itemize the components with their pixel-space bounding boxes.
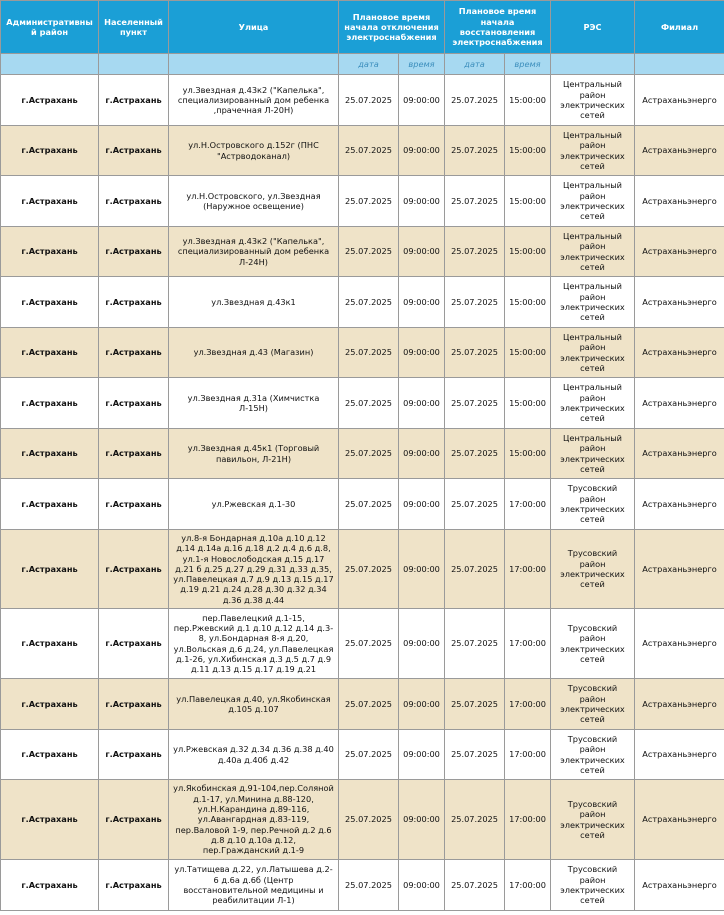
res-cell: Центральный район электрических сетей	[551, 429, 635, 479]
district-cell: г.Астрахань	[1, 126, 99, 176]
locality-cell: г.Астрахань	[99, 860, 169, 911]
on-date-cell: 25.07.2025	[445, 530, 505, 609]
off-time-cell: 09:00:00	[399, 780, 445, 860]
branch-cell: Астраханьэнерго	[635, 530, 724, 609]
street-cell: ул.Звездная д.43 (Магазин)	[169, 328, 339, 378]
off-time-cell: 09:00:00	[399, 730, 445, 780]
on-date-cell: 25.07.2025	[445, 328, 505, 378]
off-time-cell: 09:00:00	[399, 176, 445, 227]
table-row	[1, 429, 724, 479]
street-cell: ул.Звездная д.45к1 (Торговый павильон, Л-21Н)	[169, 429, 339, 479]
off-date-cell: 25.07.2025	[339, 479, 399, 530]
table-row	[1, 75, 724, 126]
table-row	[1, 730, 724, 780]
on-time-cell: 17:00:00	[505, 530, 551, 609]
branch-cell: Астраханьэнерго	[635, 860, 724, 911]
on-time-cell: 15:00:00	[505, 176, 551, 227]
branch-cell: Астраханьэнерго	[635, 328, 724, 378]
res-cell: Центральный район электрических сетей	[551, 378, 635, 429]
on-time-cell: 17:00:00	[505, 679, 551, 730]
res-cell: Центральный район электрических сетей	[551, 75, 635, 126]
off-time-cell: 09:00:00	[399, 530, 445, 609]
locality-cell: г.Астрахань	[99, 479, 169, 530]
street-cell: ул.Звездная д.43к2 ("Капелька", специализированный дом ребенка ,прачечная Л-20Н)	[169, 75, 339, 126]
off-date-cell: 25.07.2025	[339, 609, 399, 679]
locality-cell: г.Астрахань	[99, 378, 169, 429]
locality-cell: г.Астрахань	[99, 530, 169, 609]
off-date-cell: 25.07.2025	[339, 429, 399, 479]
district-cell: г.Астрахань	[1, 860, 99, 911]
street-cell: ул.8-я Бондарная д.10а д.10 д.12 д.14 д.14а д.16 д.18 д.2 д.4 д.6 д.8, ул.1-я Новослободская д.15 д.17 д.21 б д.25 д.27 д.29 д.31 д.33 д.35, ул.Павелецкая д.7 д.9 д.13 д.15 д.17 д.19 д.21 д.24 д.28 д.30 д.32 д.34 д.36 д.38 д.44	[169, 530, 339, 609]
table-row	[1, 780, 724, 860]
off-date-cell: 25.07.2025	[339, 780, 399, 860]
subheader-blank	[1, 54, 99, 75]
district-cell: г.Астрахань	[1, 479, 99, 530]
off-date-cell: 25.07.2025	[339, 378, 399, 429]
table-row	[1, 609, 724, 679]
subheader-on-time: время	[505, 54, 551, 75]
subheader-blank	[635, 54, 724, 75]
on-date-cell: 25.07.2025	[445, 126, 505, 176]
branch-cell: Астраханьэнерго	[635, 479, 724, 530]
on-date-cell: 25.07.2025	[445, 75, 505, 126]
on-time-cell: 17:00:00	[505, 479, 551, 530]
on-time-cell: 15:00:00	[505, 126, 551, 176]
res-cell: Центральный район электрических сетей	[551, 277, 635, 328]
table-row	[1, 176, 724, 227]
on-time-cell: 15:00:00	[505, 277, 551, 328]
locality-cell: г.Астрахань	[99, 227, 169, 277]
off-date-cell: 25.07.2025	[339, 126, 399, 176]
on-date-cell: 25.07.2025	[445, 860, 505, 911]
subheader-off-date: дата	[339, 54, 399, 75]
district-cell: г.Астрахань	[1, 679, 99, 730]
street-cell: ул.Татищева д.22, ул.Латышева д.2-6 д.6а д.6б (Центр восстановительной медицины и реабилитации Л-1)	[169, 860, 339, 911]
off-time-cell: 09:00:00	[399, 126, 445, 176]
header-branch: Филиал	[635, 1, 724, 54]
header-locality: Населенный пункт	[99, 1, 169, 54]
header-district: Административный район	[1, 1, 99, 54]
off-date-cell: 25.07.2025	[339, 227, 399, 277]
header-street: Улица	[169, 1, 339, 54]
district-cell: г.Астрахань	[1, 780, 99, 860]
district-cell: г.Астрахань	[1, 277, 99, 328]
on-date-cell: 25.07.2025	[445, 277, 505, 328]
on-time-cell: 15:00:00	[505, 378, 551, 429]
off-time-cell: 09:00:00	[399, 679, 445, 730]
locality-cell: г.Астрахань	[99, 328, 169, 378]
off-time-cell: 09:00:00	[399, 328, 445, 378]
off-time-cell: 09:00:00	[399, 378, 445, 429]
on-time-cell: 17:00:00	[505, 780, 551, 860]
on-time-cell: 15:00:00	[505, 328, 551, 378]
on-date-cell: 25.07.2025	[445, 227, 505, 277]
off-time-cell: 09:00:00	[399, 860, 445, 911]
off-date-cell: 25.07.2025	[339, 75, 399, 126]
off-date-cell: 25.07.2025	[339, 860, 399, 911]
off-date-cell: 25.07.2025	[339, 679, 399, 730]
on-date-cell: 25.07.2025	[445, 730, 505, 780]
subheader-blank	[99, 54, 169, 75]
table-row	[1, 860, 724, 911]
off-time-cell: 09:00:00	[399, 479, 445, 530]
off-time-cell: 09:00:00	[399, 75, 445, 126]
street-cell: пер.Павелецкий д.1-15, пер.Ржевский д.1 д.10 д.12 д.14 д.3-8, ул.Бондарная 8-я д.20, ул.Вольская д.6 д.24, ул.Павелецкая д.1-26, ул.Хибинская д.3 д.5 д.7 д.9 д.11 д.13 д.15 д.17 д.19 д.21	[169, 609, 339, 679]
subheader-on-date: дата	[445, 54, 505, 75]
on-date-cell: 25.07.2025	[445, 679, 505, 730]
on-date-cell: 25.07.2025	[445, 479, 505, 530]
branch-cell: Астраханьэнерго	[635, 429, 724, 479]
header-off-time: Плановое время начала отключения электроснабжения	[339, 1, 445, 54]
on-time-cell: 15:00:00	[505, 429, 551, 479]
district-cell: г.Астрахань	[1, 176, 99, 227]
res-cell: Трусовский район электрических сетей	[551, 679, 635, 730]
res-cell: Трусовский район электрических сетей	[551, 530, 635, 609]
locality-cell: г.Астрахань	[99, 126, 169, 176]
street-cell: ул.Н.Островского, ул.Звездная (Наружное освещение)	[169, 176, 339, 227]
locality-cell: г.Астрахань	[99, 780, 169, 860]
district-cell: г.Астрахань	[1, 378, 99, 429]
branch-cell: Астраханьэнерго	[635, 679, 724, 730]
district-cell: г.Астрахань	[1, 730, 99, 780]
on-date-cell: 25.07.2025	[445, 780, 505, 860]
res-cell: Центральный район электрических сетей	[551, 328, 635, 378]
street-cell: ул.Павелецкая д.40, ул.Якобинская д.105 д.107	[169, 679, 339, 730]
district-cell: г.Астрахань	[1, 227, 99, 277]
locality-cell: г.Астрахань	[99, 679, 169, 730]
locality-cell: г.Астрахань	[99, 176, 169, 227]
res-cell: Трусовский район электрических сетей	[551, 730, 635, 780]
off-date-cell: 25.07.2025	[339, 176, 399, 227]
on-time-cell: 17:00:00	[505, 860, 551, 911]
branch-cell: Астраханьэнерго	[635, 730, 724, 780]
branch-cell: Астраханьэнерго	[635, 277, 724, 328]
table-body	[1, 75, 724, 911]
locality-cell: г.Астрахань	[99, 429, 169, 479]
on-time-cell: 17:00:00	[505, 609, 551, 679]
header-on-time: Плановое время начала восстановления электроснабжения	[445, 1, 551, 54]
branch-cell: Астраханьэнерго	[635, 75, 724, 126]
locality-cell: г.Астрахань	[99, 75, 169, 126]
street-cell: ул.Якобинская д.91-104,пер.Соляной д.1-17, ул.Минина д.88-120, ул.Н.Карандина д.89-116, ул.Авангардная д.83-119, пер.Валовой 1-9, пер.Речной д.2 д.6 д.8 д.10 д.10а д.12, пер.Гражданский д.1-9	[169, 780, 339, 860]
district-cell: г.Астрахань	[1, 609, 99, 679]
off-time-cell: 09:00:00	[399, 227, 445, 277]
street-cell: ул.Звездная д.31а (Химчистка Л-15Н)	[169, 378, 339, 429]
off-time-cell: 09:00:00	[399, 609, 445, 679]
header-res: РЭС	[551, 1, 635, 54]
table-row	[1, 277, 724, 328]
branch-cell: Астраханьэнерго	[635, 126, 724, 176]
off-time-cell: 09:00:00	[399, 429, 445, 479]
branch-cell: Астраханьэнерго	[635, 378, 724, 429]
locality-cell: г.Астрахань	[99, 609, 169, 679]
branch-cell: Астраханьэнерго	[635, 176, 724, 227]
off-date-cell: 25.07.2025	[339, 277, 399, 328]
table-row	[1, 530, 724, 609]
district-cell: г.Астрахань	[1, 328, 99, 378]
off-date-cell: 25.07.2025	[339, 328, 399, 378]
subheader-off-time: время	[399, 54, 445, 75]
off-date-cell: 25.07.2025	[339, 530, 399, 609]
table-row	[1, 378, 724, 429]
on-date-cell: 25.07.2025	[445, 176, 505, 227]
locality-cell: г.Астрахань	[99, 730, 169, 780]
res-cell: Центральный район электрических сетей	[551, 227, 635, 277]
table-row	[1, 227, 724, 277]
branch-cell: Астраханьэнерго	[635, 609, 724, 679]
on-time-cell: 17:00:00	[505, 730, 551, 780]
res-cell: Центральный район электрических сетей	[551, 126, 635, 176]
on-time-cell: 15:00:00	[505, 227, 551, 277]
table-row	[1, 679, 724, 730]
street-cell: ул.Ржевская д.32 д.34 д.36 д.38 д.40 д.40а д.40б д.42	[169, 730, 339, 780]
table-row	[1, 126, 724, 176]
district-cell: г.Астрахань	[1, 75, 99, 126]
res-cell: Трусовский район электрических сетей	[551, 479, 635, 530]
street-cell: ул.Звездная д.43к2 ("Капелька", специализированный дом ребенка Л-24Н)	[169, 227, 339, 277]
on-time-cell: 15:00:00	[505, 75, 551, 126]
res-cell: Трусовский район электрических сетей	[551, 609, 635, 679]
branch-cell: Астраханьэнерго	[635, 227, 724, 277]
district-cell: г.Астрахань	[1, 530, 99, 609]
on-date-cell: 25.07.2025	[445, 429, 505, 479]
subheader-blank	[169, 54, 339, 75]
district-cell: г.Астрахань	[1, 429, 99, 479]
street-cell: ул.Ржевская д.1-30	[169, 479, 339, 530]
branch-cell: Астраханьэнерго	[635, 780, 724, 860]
off-date-cell: 25.07.2025	[339, 730, 399, 780]
header-row	[1, 1, 724, 54]
res-cell: Трусовский район электрических сетей	[551, 780, 635, 860]
off-time-cell: 09:00:00	[399, 277, 445, 328]
on-date-cell: 25.07.2025	[445, 609, 505, 679]
subheader-blank	[551, 54, 635, 75]
street-cell: ул.Н.Островского д.152г (ПНС "Астрводоканал)	[169, 126, 339, 176]
res-cell: Трусовский район электрических сетей	[551, 860, 635, 911]
street-cell: ул.Звездная д.43к1	[169, 277, 339, 328]
table-row	[1, 328, 724, 378]
res-cell: Центральный район электрических сетей	[551, 176, 635, 227]
table-row	[1, 479, 724, 530]
locality-cell: г.Астрахань	[99, 277, 169, 328]
subheader-row	[1, 54, 724, 75]
on-date-cell: 25.07.2025	[445, 378, 505, 429]
